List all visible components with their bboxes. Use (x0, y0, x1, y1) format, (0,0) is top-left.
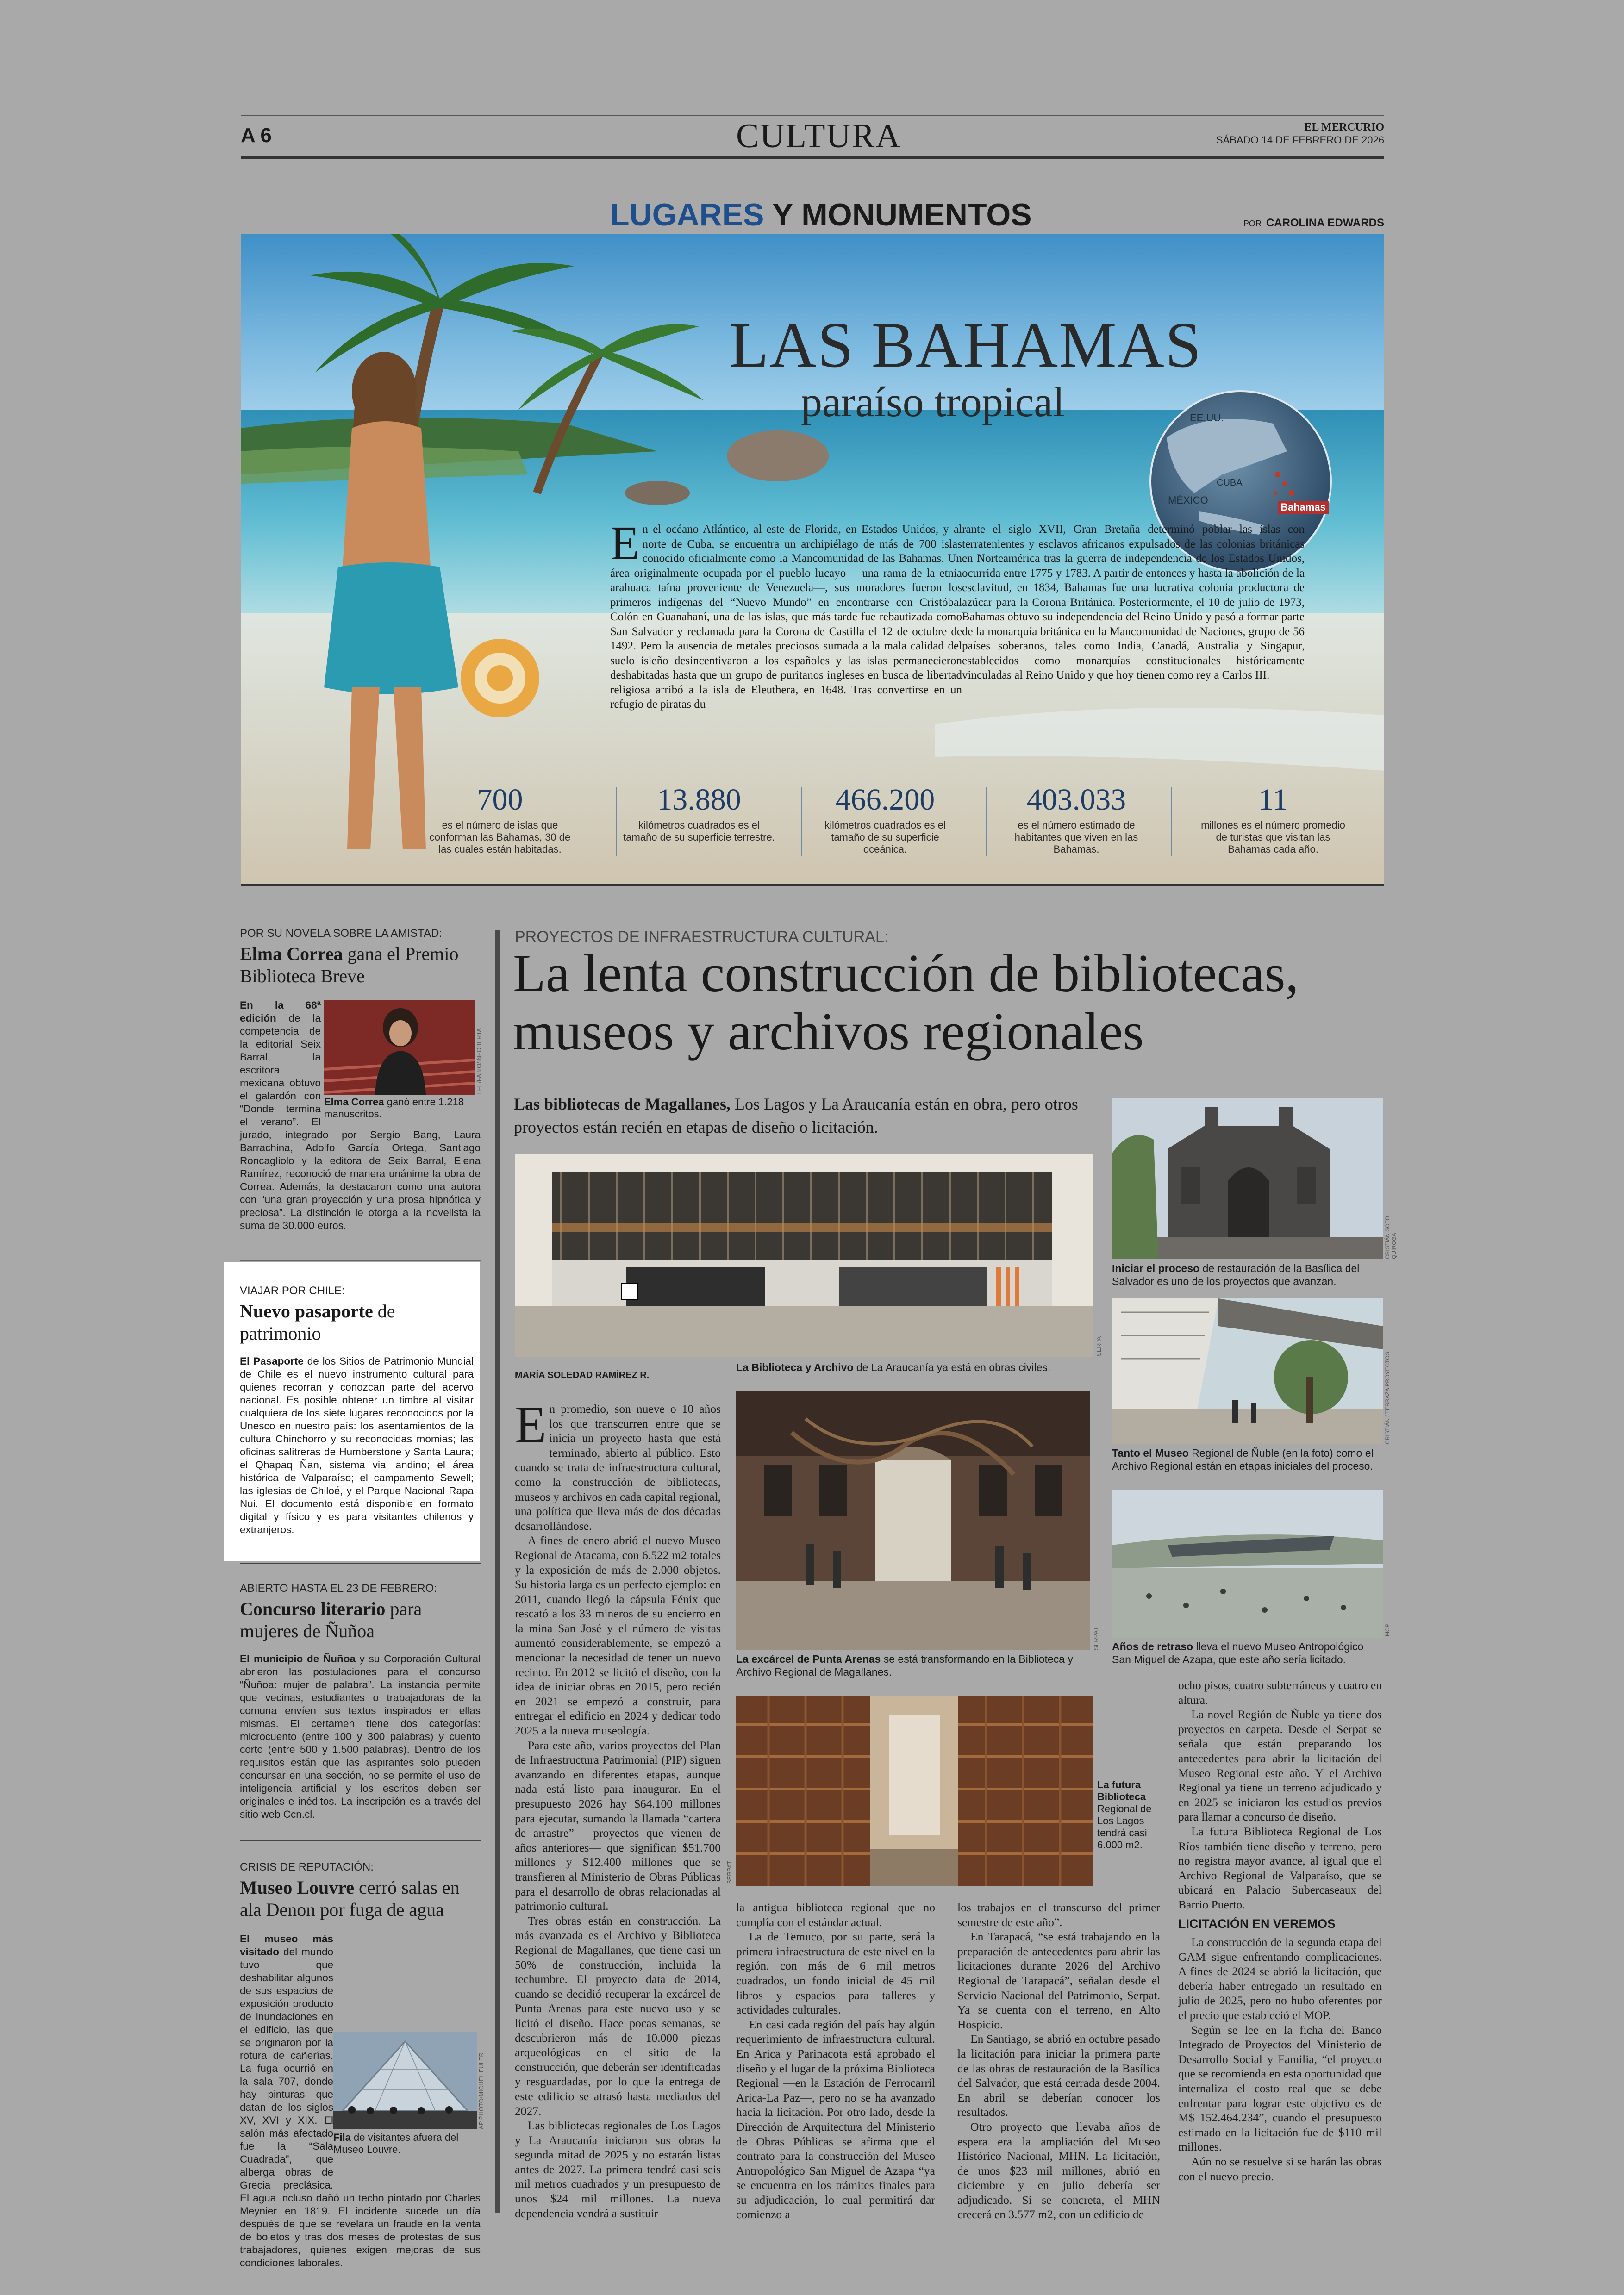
stat-value: 403.033 (1026, 783, 1126, 817)
byline-por: POR (1243, 219, 1262, 228)
brief-text: y su Corporación Cultural abrieron las postulaciones para el concurso “Ñuñoa: mujer de palabra”. La instancia permite que vecinas, estudiantes o trabajadoras de la comuna envíen sus textos inspirados en ellas mismas. El certamen tiene dos categorías: microcuento (entre 100 y 300 palabras) y cuento corto (entre 500 y 1.500 palabras). Dentro de los requisitos están que las aspirantes solo pueden concursar en una sección, no se permite el uso de inteligencia artificial y los escritos deben ser originales e inéditos. La inscripción es a través del sitio web Ccn.cl. (240, 1653, 481, 1820)
caption-basilica (1112, 1262, 1385, 1288)
brief-title-rest: cerró salas en ala Denon por fuga de agua (240, 1877, 460, 1920)
photo-los-lagos (736, 1696, 1093, 1886)
photo-credit: MOP (1384, 1623, 1391, 1636)
feature-title: LAS BAHAMAS (729, 309, 1202, 381)
wrap-spacer (321, 999, 481, 1118)
stat-value: 13.880 (657, 783, 741, 817)
caption-punta-arenas (736, 1653, 1093, 1678)
header-bottom-rule (241, 156, 1384, 159)
main-dropcap: E (515, 1396, 547, 1453)
stat-separator (1171, 787, 1172, 856)
brief-body (240, 1653, 481, 1821)
feature-kicker (610, 197, 1032, 233)
brief-title-bold: Museo Louvre (240, 1877, 355, 1898)
feature-kicker-a: LUGARES (610, 197, 764, 232)
brief-lead: El museo más visitado (240, 1933, 333, 1958)
caption-bold: La futura Biblioteca (1097, 1779, 1146, 1802)
brief-text: del mundo tuvo que deshabilitar algunos de sus espacios de exposición producto de inundaciones en el edificio, las que se originaron por la rotura de cañerías. La fuga ocurrió en la sala 707, donde hay pinturas que datan de los siglos XV, XVI y XIX. El salón más afectado fue la “Sala Cuadrada”, que alberga obras de Grecia preclásica. El agua incluso dañó un techo pintado por Charles Meynier en 1819. El incidente sucede un día después de que se revelara un fraude en la venta de boletos y tras dos meses de protestas de sus trabajadores, quienes exigen mejoras de sus condiciones laborales. (240, 1946, 481, 2269)
map-label-usa: EE.UU. (1190, 412, 1224, 424)
paragraph: Otro proyecto que llevaba años de espera era la ampliación del Museo Histórico Nacional, MHN. La licitación, de unos $23 mil millones, abrió en diciembre y en julio debería ser adjudicado. Si se concreta, el MHN crecerá en 3.577 m2, con un edificio de (957, 2120, 1160, 2221)
brief-body (240, 1355, 474, 1536)
caption-rest: ganó entre 1.218 manuscritos. (324, 1096, 464, 1120)
feature-bottom-rule (241, 884, 1384, 886)
paragraph: los trabajos en el transcurso del primer semestre de este año”. (957, 1901, 1160, 1929)
map-label-cuba: CUBA (1217, 478, 1243, 488)
paragraph: En Tarapacá, “se está trabajando en la preparación de antecedentes para abrir las licitaciones durante 2026 del Archivo Regional de Tarapacá”, señalan desde el Servicio Nacional del Patrimonio, Serpat. Ya se cuenta con el terreno, en Alto Hospicio. (957, 1930, 1160, 2031)
caption-bold: Elma Correa (324, 1096, 384, 1108)
section-title: CULTURA (736, 117, 901, 155)
photo-punta-arenas (736, 1391, 1090, 1650)
stat-desc: es el número estimado de habitantes que viven en las Bahamas. (1014, 819, 1138, 855)
paragraph: La futura Biblioteca Regional de Los Ríos también tiene diseño y terreno, pero no registra mayor avance, al igual que el Archivo Regional de Valparaíso, que se ubicará en Palacio Subercaseaux del Barrio Puerto. (1178, 1824, 1382, 1911)
brief-louvre-body (240, 1933, 481, 2270)
page-number: A 6 (241, 124, 272, 147)
brief-title-bold: Concurso literario (240, 1598, 386, 1619)
paragraph: En casi cada región del país hay algún requerimiento de infraestructura cultural. En Arica y Parinacota está aprobado el diseño y el lugar de la próxima Biblioteca Regional —en la Estación de Ferrocarril Arica-La Paz—, pero no se ha avanzado hacia la licitación. Por otro lado, desde la Dirección de Arquitectura del Ministerio de Obras Públicas se afirma que el contrato para la construcción del Museo Antropológico San Miguel de Azapa “ya se encuentra en los trámites finales para su adjudicación, lo cual permitirá dar comienzo a (736, 2017, 935, 2221)
photo-araucania (515, 1154, 1093, 1357)
brief-lead: En la 68ª edición (240, 999, 321, 1024)
photo-credit: CRISTIÁN / TERRAZA PROYECTOS (1384, 1352, 1391, 1444)
caption-azapa (1112, 1640, 1385, 1666)
brief-title-rest: de patrimonio (240, 1301, 395, 1344)
paragraph: Según se lee en la ficha del Banco Integrado de Proyectos del Ministerio de Desarrollo Social y Familia, “el proyecto que se recomienda en esta oportunidad que internaliza el costo real que se debe enfrentar para lograr este objetivo es de M$ 152.464.234”, cuando el presupuesto estimado en la licitación fue de $110 mil millones. (1178, 2023, 1382, 2154)
stat-separator (616, 787, 617, 856)
paragraph: La novel Región de Ñuble ya tiene dos proyectos en carpeta. Desde el Serpat se señala que están preparando los antecedentes para abrir la licitación del Museo Regional este año. Y el Archivo Regional ya tiene un terreno adjudicado y en 2025 se iniciaron los estudios previos para llamar a concurso de diseño. (1178, 1708, 1382, 1824)
brief-louvre (240, 1861, 481, 1921)
brief-text: de los Sitios de Patrimonio Mundial de Chile es el nuevo instrumento cultural para quienes recorran y conozcan parte del acervo nacional. Es posible obtener un timbre al visitar cualquiera de los siete lugares reconocidos por la Unesco en nuestro país: los asentamientos de la cultura Chinchorro y su reconocidas momias; las oficinas salitreras de Humberstone y Santa Laura; el Qhapaq Ñan, sistema vial andino; el área histórica de Valparaíso; el campamento Sewell; las iglesias de Chiloé, y el Parque Nacional Rapa Nui. El documento está disponible en formato digital y físico y es para visitantes chilenos y extranjeros. (240, 1355, 474, 1535)
nuble-render (1112, 1298, 1383, 1444)
photo-credit: EFE/FABIO/INFOBERTA (475, 1028, 482, 1095)
paragraph: La construcción de la segunda etapa del GAM sigue enfrentando complicaciones. A fines de 2024 se abrió la licitación, que debería haber entregado un resultado en julio de 2025, pero no hubo oferentes por el precio que estableció el MOP. (1178, 1935, 1382, 2022)
article-col-3 (957, 1900, 1160, 2222)
stat-desc: kilómetros cuadrados es el tamaño de su superficie terrestre. (623, 819, 775, 843)
brief-pasaporte (240, 1285, 481, 1536)
brief-lead: El municipio de Ñuñoa (240, 1653, 356, 1665)
map-label-bahamas: Bahamas (1278, 501, 1329, 514)
brief-title-rest: para mujeres de Ñuñoa (240, 1598, 422, 1641)
stat-land-area (623, 782, 775, 843)
brief-title (240, 1300, 481, 1345)
article-col-1 (515, 1396, 721, 2220)
feature-intro-right (962, 522, 1305, 683)
feature-dropcap: E (610, 517, 640, 570)
stat-desc: es el número de islas que conforman las Bahamas, 30 de las cuales están habitadas. (429, 819, 571, 855)
caption-bold: Tanto el Museo (1112, 1447, 1189, 1459)
stat-population (1000, 782, 1153, 855)
basilica-photo (1112, 1098, 1383, 1259)
photo-credit: SERPAT (1093, 1627, 1099, 1650)
caption-rest: de restauración de la Basílica del Salvador es uno de los proyectos que avanzan. (1112, 1262, 1360, 1287)
caption-rest: de La Araucanía ya está en obras civiles. (853, 1361, 1051, 1373)
main-kicker: PROYECTOS DE INFRAESTRUCTURA CULTURAL: (515, 928, 889, 946)
stat-desc: millones es el número promedio de turistas que visitan las Bahamas cada año. (1201, 819, 1345, 855)
photo-credit: SERPAT (726, 1860, 733, 1884)
photo-azapa (1112, 1490, 1383, 1638)
wrap-spacer (333, 2043, 481, 2182)
paragraph: ocho pisos, cuatro subterráneos y cuatro en altura. (1178, 1678, 1382, 1707)
photo-credit: CRISTIÁN SOTO QUIROGA (1384, 1216, 1397, 1259)
paragraph: Aún no se resuelve si se harán las obras con el nuevo precio. (1178, 2155, 1382, 2183)
subhead-b: EN VEREMOS (1249, 1916, 1336, 1931)
edition-date: SÁBADO 14 DE FEBRERO DE 2026 (1216, 134, 1384, 146)
caption-bold: Iniciar el proceso (1112, 1262, 1200, 1274)
paragraph-text: n promedio, son nueve o 10 años los que transcurren entre que se inicia un proyecto hasta que está terminado, abierto al público. Esto cuando se trata de infraestructura cultural, como la construcción de bibliotecas, museos y archivos en cada capital regional, una política que lleva más de dos décadas desarrollándose. (515, 1402, 721, 1533)
caption-rest: Regional de Los Lagos tendrá casi 6.000 m2. (1097, 1803, 1152, 1851)
stat-desc: kilómetros cuadrados es el tamaño de su superficie oceánica. (824, 819, 946, 855)
brief-title-bold: Elma Correa (240, 943, 343, 964)
main-deck (514, 1092, 1093, 1139)
photo-basilica (1112, 1098, 1383, 1259)
newspaper-name: EL MERCURIO (1304, 121, 1384, 133)
header-top-rule (241, 115, 1384, 116)
photo-credit: SERPAT (1095, 1333, 1102, 1356)
paragraph: La de Temuco, por su parte, será la primera infraestructura de este nivel en la región, con más de 6 mil metros cuadrados, un fondo inicial de 45 mil libros y espacios para talleres y actividades culturales. (736, 1930, 935, 2017)
column-separator (495, 930, 500, 2213)
stat-value: 11 (1258, 783, 1288, 817)
brief-title (240, 1877, 481, 1921)
deck-rest: Los Lagos y La Araucanía están en obra, pero otros proyectos están recién en etapas de diseño o licitación. (514, 1095, 1078, 1136)
brief-title-bold: Nuevo pasaporte (240, 1301, 373, 1322)
stat-islands (424, 782, 576, 855)
paragraph: la antigua biblioteca regional que no cumplía con el estándar actual. (736, 1901, 935, 1929)
library-render (515, 1154, 1093, 1357)
subhead-a: LICITACIÓN (1178, 1916, 1249, 1931)
stat-separator (801, 787, 802, 856)
caption-los-lagos (1097, 1779, 1160, 1851)
brief-divider (240, 1563, 481, 1564)
brief-kicker: ABIERTO HASTA EL 23 DE FEBRERO: (240, 1582, 437, 1595)
caption-rest: se está transformando en la Biblioteca y Archivo Regional de Magallanes. (736, 1653, 1073, 1678)
paragraph: Tres obras están en construcción. La más avanzada es el Archivo y Biblioteca Regional de Magallanes, que tiene casi un 50% de construcción, incluida la techumbre. El proyecto data de 2014, cuando se decidió recuperar la excárcel de Punta Arenas para este nuevo uso y se licitó el diseño. Hace pocas semanas, se descubrieron más de 10.000 piezas arqueológicas en el sitio de la construcción, que deberán ser identificadas y resguardadas, por lo que la entrega de este edificio se atrasó hasta mediados del 2027. (515, 1914, 721, 2118)
main-headline: La lenta construcción de bibliotecas, museos y archivos regionales (513, 944, 1299, 1061)
feature-byline (1157, 217, 1384, 230)
caption-rest: Regional de Ñuble (en la foto) como el Archivo Regional están en etapas iniciales del proceso. (1112, 1447, 1374, 1472)
feature-intro-left-text: n el océano Atlántico, al este de Florida, en Estados Unidos, y al norte de Cuba, se encuentra un archipiélago de más de 700 islas conocido oficialmente como la Mancomunidad de las Bahamas. Un área originalmente ocupada por el pueblo lucayo —una rama de la etnia arahuaca taína proveniente de Venezuela—, sus moradores fueron los primeros indígenas del “Nuevo Mundo” en encontrarse con Cristóbal Colón en Guanahaní, una de las islas, que más tarde fue rebautizada como San Salvador y reclamada para la Corona de Castilla el 12 de octubre de 1492. Pero la ausencia de metales preciosos sumada a la mala calidad del suelo isleño desincentivaron a los españoles y las islas permanecieron deshabitadas hasta que un grupo de puritanos ingleses en busca de libertad religiosa arribó a la isla de Eleuthera, en 1648. Tras convertirse en un refugio de piratas du- (610, 523, 962, 711)
brief-lead: El Pasaporte (240, 1355, 304, 1367)
caption-bold: Fila (333, 2132, 351, 2143)
paragraph: Para este año, varios proyectos del Plan de Infraestructura Patrimonial (PIP) siguen avanzando en diferentes etapas, aunque nada está listo para inaugurar. En el presupuesto 2026 hay $64.100 millones para ejecutar, sumando la llamada “cartera de arrastre” —proyectos que vienen de años anteriores— que significan $51.700 millones y $12.400 millones que se transfieren al Ministerio de Obras Públicas para el desarrollo de obras relacionadas al patrimonio cultural. (515, 1738, 721, 1913)
paragraph: Las bibliotecas regionales de Los Lagos y La Araucanía iniciaron sus obras la segunda mitad de 2025 y no estarán listas antes de 2027. La primera tendrá casi seis mil metros cuadrados y un presupuesto de unos $24 mil millones. La nueva dependencia vendrá a sustituir (515, 2119, 721, 2220)
caption-araucania (736, 1361, 1097, 1374)
paragraph: A fines de enero abrió el nuevo Museo Regional de Atacama, con 6.522 m2 totales y la exposición de más de 2.000 objetos. Su historia larga es un perfecto ejemplo: en 2011, cuando llegó la cápsula Fénix que rescató a los 33 mineros de su encierro en la mina San José y el número de visitas aumentó considerablemente, se empezó a mencionar la necesidad de tener un nuevo recinto. En 2012 se licitó el diseño, con la idea de iniciar obras en 2015, pero recién en 2021 se empezó a construir, para entregar el edificio en 2024 y dedicar todo 2025 a la nueva museología. (515, 1534, 721, 1738)
caption-bold: Años de retraso (1112, 1640, 1193, 1653)
subhead-licitacion (1178, 1917, 1382, 1932)
feature-intro-left (610, 517, 962, 712)
brief-title-rest: gana el Premio Biblioteca Breve (240, 943, 459, 986)
brief-elma-body (240, 999, 481, 1232)
feature-intro-right-text: rante el siglo XVII, Gran Bretaña determinó poblar las islas con terratenientes y esclavos africanos expulsados de las colonias británicas en Norteamérica tras la guerra de independencia de los Estados Unidos, ocurrida entre 1775 y 1783. A partir de entonces y hasta la abolición de la esclavitud, en 1834, Bahamas fue una lucrativa colonia productora de azúcar para la Corona Británica. Posteriormente, el 10 de julio de 1973, Bahamas obtuvo su independencia del Reino Unido y pasó a formar parte de la monarquía británica en la Mancomunidad de Naciones, grupo de 56 países soberanos, tales como India, Canadá, Australia y Singapur, establecidos como monarquías constitucionales históricamente vinculadas al Reino Unido y que hoy tienen como rey a Carlos III. (962, 523, 1305, 681)
stat-value: 466.200 (835, 783, 935, 817)
brief-divider (240, 1260, 481, 1261)
azapa-render (1112, 1490, 1383, 1638)
brief-kicker: CRISIS DE REPUTACIÓN: (240, 1861, 374, 1873)
los-lagos-render (736, 1696, 1093, 1886)
brief-divider (240, 1840, 481, 1841)
caption-rest: de visitantes afuera del Museo Louvre. (333, 2132, 459, 2155)
caption-bold: La Biblioteca y Archivo (736, 1361, 854, 1373)
article-col-4 (1178, 1678, 1382, 2183)
brief-title (240, 943, 481, 987)
brief-kicker: POR SU NOVELA SOBRE LA AMISTAD: (240, 927, 443, 940)
paragraph: En Santiago, se abrió en octubre pasado la licitación para iniciar la primera parte de las obras de restauración de la Basílica del Salvador, que está cerrada desde 2004. En abril se deberían conocer los resultados. (957, 2032, 1160, 2119)
caption-nuble (1112, 1447, 1385, 1472)
article-col-2 (736, 1900, 935, 2222)
feature-kicker-b: Y MONUMENTOS (772, 197, 1032, 232)
feature-subtitle: paraíso tropical (801, 378, 1065, 425)
stat-separator (986, 787, 987, 856)
brief-kicker: VIAJAR POR CHILE: (240, 1285, 345, 1297)
photo-credit: AP PHOTO/MICHEL EULER (478, 2052, 485, 2129)
photo-nuble (1112, 1298, 1383, 1444)
stat-tourists (1197, 782, 1349, 855)
caption-rest: lleva el nuevo Museo Antropológico San Miguel de Azapa, que este año sería licitado. (1112, 1640, 1364, 1665)
brief-concurso-nunoa (240, 1582, 481, 1821)
excarcel-render (736, 1391, 1090, 1650)
map-label-mexico: MÉXICO (1168, 494, 1208, 506)
paragraph (515, 1396, 721, 1533)
brief-elma-correa (240, 927, 481, 987)
byline-name: CAROLINA EDWARDS (1266, 217, 1384, 229)
stat-value: 700 (477, 783, 523, 817)
brief-text: de la competencia de la editorial Seix Barral, la escritora mexicana obtuvo el galardón con “Donde termina el verano”. El jurado, integrado por Sergio Bang, Laura Barrachina, Adolfo García Ortega, Santiago Roncagliolo y la editora de Seix Barral, Elena Ramírez, reconoció de manera unánime la obra de Correa. Además, la destacaron como una autora con “una gran proyección y una prosa hipnótica y preciosa”. La distinción le otorga a la novelista la suma de 30.000 euros. (240, 1012, 481, 1231)
caption-bold: La excárcel de Punta Arenas (736, 1653, 881, 1665)
brief-title (240, 1598, 481, 1642)
deck-bold: Las bibliotecas de Magallanes, (514, 1095, 731, 1113)
main-byline: MARÍA SOLEDAD RAMÍREZ R. (515, 1370, 650, 1380)
stat-ocean-area (809, 782, 962, 855)
